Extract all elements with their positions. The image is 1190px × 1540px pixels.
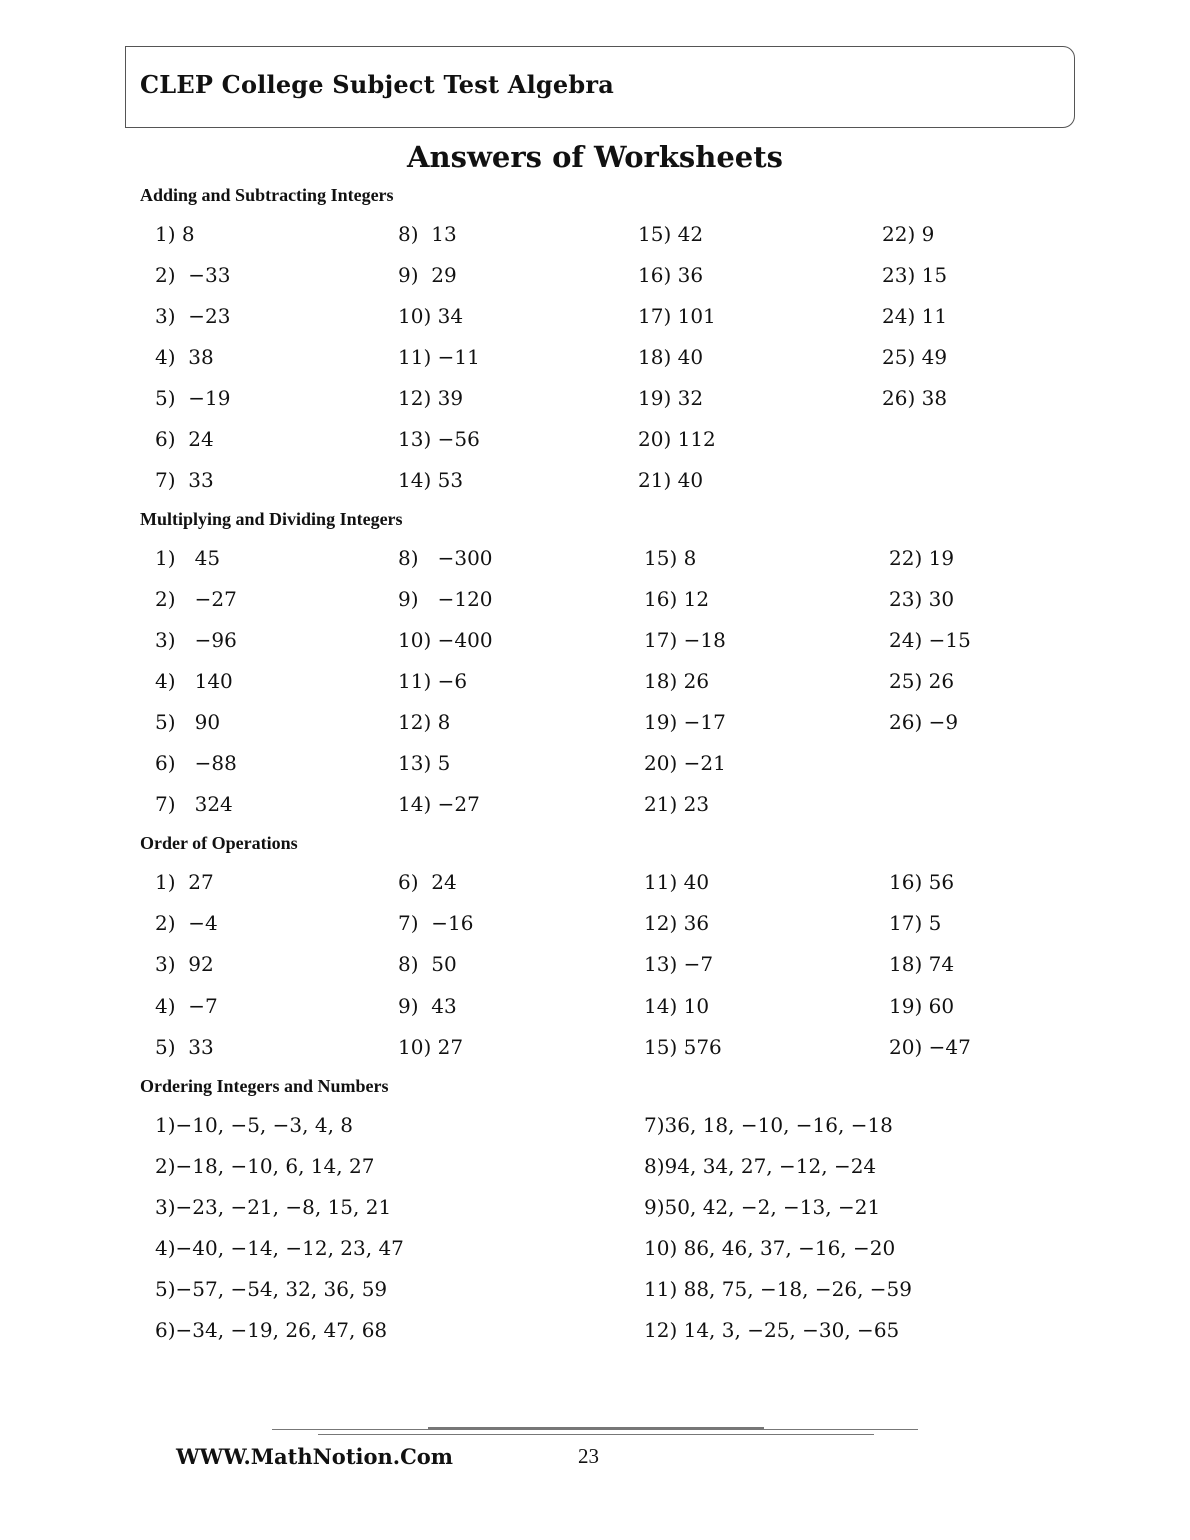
answer-item: 3) 92 (155, 952, 214, 977)
answer-item: 20) 112 (638, 427, 716, 451)
answer-item: 14) 10 (644, 993, 710, 1018)
answer-item: 10) −400 (398, 628, 493, 652)
answer-item: 4) 140 (155, 669, 233, 693)
answer-item: 8) −300 (398, 546, 493, 570)
answer-item: 6)−34, −19, 26, 47, 68 (155, 1318, 388, 1342)
section-heading: Multiplying and Dividing Integers (140, 509, 403, 529)
answer-item: 23) 30 (889, 587, 955, 611)
section-heading: Order of Operations (140, 833, 298, 853)
answer-item: 1) 27 (155, 870, 214, 894)
page-title: Answers of Worksheets (407, 140, 783, 174)
answer-item: 9) −120 (398, 587, 493, 611)
answer-item: 6) 24 (398, 870, 457, 894)
answer-item: 12) 14, 3, −25, −30, −65 (644, 1318, 900, 1342)
answer-item: 22) 9 (882, 222, 935, 246)
answer-item: 2) −27 (155, 587, 237, 611)
answer-item: 11) −6 (398, 669, 468, 693)
answer-item: 24) 11 (882, 304, 948, 328)
answer-item: 11) −11 (398, 345, 480, 369)
answer-item: 9) 43 (398, 993, 457, 1018)
answer-item: 19) 60 (889, 993, 955, 1018)
answer-item: 7) 324 (155, 792, 233, 816)
answer-item: 16) 56 (889, 870, 955, 894)
answer-item: 18) 26 (644, 669, 710, 693)
answer-item: 10) 27 (398, 1034, 464, 1059)
answer-item: 7)36, 18, −10, −16, −18 (644, 1113, 893, 1137)
answer-item: 19) −17 (644, 710, 726, 734)
section-heading: Ordering Integers and Numbers (140, 1076, 389, 1096)
answer-item: 15) 8 (644, 546, 697, 570)
answer-item: 1)−10, −5, −3, 4, 8 (155, 1113, 354, 1137)
answer-item: 23) 15 (882, 263, 948, 287)
answer-item: 4)−40, −14, −12, 23, 47 (155, 1236, 404, 1260)
answer-item: 3)−23, −21, −8, 15, 21 (155, 1195, 392, 1219)
answer-item: 2)−18, −10, 6, 14, 27 (155, 1154, 375, 1178)
answer-item: 16) 12 (644, 587, 710, 611)
answer-item: 11) 40 (644, 870, 710, 894)
answer-item: 20) −21 (644, 751, 726, 775)
answer-item: 16) 36 (638, 263, 704, 287)
answer-item: 5)−57, −54, 32, 36, 59 (155, 1277, 388, 1301)
footer-website: WWW.MathNotion.Com (176, 1444, 454, 1469)
answer-item: 5) 90 (155, 710, 221, 734)
answer-item: 17) −18 (644, 628, 726, 652)
section-heading: Adding and Subtracting Integers (140, 185, 394, 205)
answer-item: 21) 40 (638, 468, 704, 492)
answer-item: 3) −23 (155, 304, 231, 328)
answer-item: 22) 19 (889, 546, 955, 570)
footer-rule (272, 1429, 918, 1430)
footer-rule (428, 1427, 764, 1429)
answer-item: 2) −4 (155, 911, 218, 936)
answer-item: 5) −19 (155, 386, 231, 410)
answer-item: 8) 13 (398, 222, 457, 246)
answer-item: 17) 101 (638, 304, 716, 328)
answer-item: 25) 49 (882, 345, 948, 369)
answer-item: 10) 34 (398, 304, 464, 328)
answer-item: 6) 24 (155, 427, 214, 451)
answer-item: 1) 8 (155, 222, 195, 246)
answer-item: 17) 5 (889, 911, 942, 936)
answer-item: 18) 74 (889, 952, 955, 977)
answer-item: 1) 45 (155, 546, 221, 570)
answer-item: 8)94, 34, 27, −12, −24 (644, 1154, 877, 1178)
answer-item: 26) −9 (889, 710, 959, 734)
answer-item: 12) 8 (398, 710, 451, 734)
answer-item: 20) −47 (889, 1034, 971, 1059)
answer-item: 8) 50 (398, 952, 457, 977)
answer-item: 5) 33 (155, 1034, 214, 1059)
answer-item: 13) −56 (398, 427, 480, 451)
answer-item: 12) 39 (398, 386, 464, 410)
answer-item: 4) −7 (155, 993, 218, 1018)
answer-item: 25) 26 (889, 669, 955, 693)
answer-item: 18) 40 (638, 345, 704, 369)
footer-rule (318, 1434, 874, 1435)
answer-item: 15) 576 (644, 1034, 722, 1059)
answer-item: 13) −7 (644, 952, 714, 977)
header-title: CLEP College Subject Test Algebra (140, 70, 614, 99)
answer-item: 15) 42 (638, 222, 704, 246)
answer-item: 10) 86, 46, 37, −16, −20 (644, 1236, 896, 1260)
answer-item: 2) −33 (155, 263, 231, 287)
answer-item: 14) −27 (398, 792, 480, 816)
answer-item: 19) 32 (638, 386, 704, 410)
answer-item: 24) −15 (889, 628, 971, 652)
answer-item: 26) 38 (882, 386, 948, 410)
answer-item: 4) 38 (155, 345, 214, 369)
answer-item: 9)50, 42, −2, −13, −21 (644, 1195, 881, 1219)
answer-item: 13) 5 (398, 751, 451, 775)
answer-item: 3) −96 (155, 628, 237, 652)
answer-item: 7) −16 (398, 911, 474, 936)
answer-item: 9) 29 (398, 263, 457, 287)
answer-item: 12) 36 (644, 911, 710, 936)
answer-item: 21) 23 (644, 792, 710, 816)
page-number: 23 (578, 1444, 599, 1468)
answer-item: 7) 33 (155, 468, 214, 492)
answer-item: 14) 53 (398, 468, 464, 492)
answer-item: 6) −88 (155, 751, 237, 775)
answer-item: 11) 88, 75, −18, −26, −59 (644, 1277, 912, 1301)
